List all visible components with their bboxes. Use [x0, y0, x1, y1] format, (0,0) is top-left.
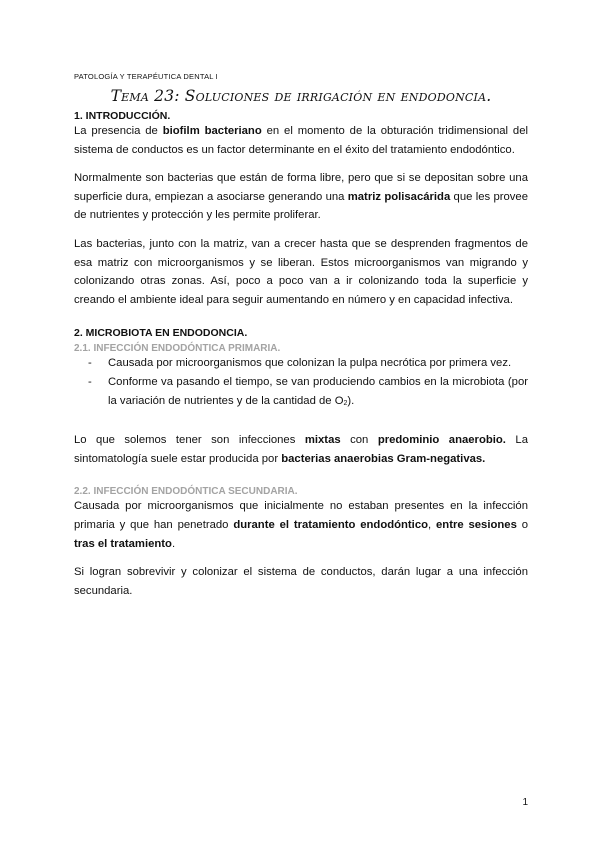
page-title: Tema 23: Soluciones de irrigación en endodoncia.: [110, 87, 492, 105]
dash-bullet: -: [88, 357, 92, 370]
document-page: [74, 72, 528, 600]
page-number: 1: [522, 797, 528, 808]
list-item: - Causada por microorganismos que colonizan la pulpa necrótica por primera vez.: [74, 354, 528, 373]
section-heading-introduccion: 1. INTRODUCCIÓN.: [74, 110, 171, 122]
paragraph-secundaria: Causada por microorganismos que inicialmente no estaban presentes en la infección primaria y que han penetrado durante el tratamiento endodóntico, entre sesiones o tras el tratamiento.: [74, 500, 528, 550]
paragraph-infecciones-mixtas: Lo que solemos tener son infecciones mixtas con predominio anaerobio. La sintomatología suele estar producida por bacterias anaerobias Gram-negativas.: [74, 434, 528, 465]
subsection-heading-primaria: 2.1. INFECCIÓN ENDODÓNTICA PRIMARIA.: [74, 343, 281, 355]
dash-bullet: -: [88, 375, 92, 388]
bullet-list-primaria: [74, 354, 528, 413]
section-heading-microbiota: 2. MICROBIOTA EN ENDODONCIA.: [74, 327, 248, 340]
paragraph-sobrevivir: Si logran sobrevivir y colonizar el sistema de conductos, darán lugar a una infección secundaria.: [74, 566, 528, 597]
course-header: PATOLOGÍA Y TERAPÉUTICA DENTAL I: [74, 72, 218, 81]
paragraph-colonizacion: Las bacterias, junto con la matriz, van a crecer hasta que se desprenden fragmentos de esa matriz con microorganismos y se liberan. Estos microorganismos van migrando y colonizando otras zonas. Así, poco a poco van a ir colonizando toda la superficie y creando el ambiente ideal para seguir aumentando en número y en capacidad infectiva.: [74, 237, 528, 306]
subsection-heading-secundaria: 2.2. INFECCIÓN ENDODÓNTICA SECUNDARIA.: [74, 486, 298, 498]
paragraph-biofilm: La presencia de biofilm bacteriano en el momento de la obturación tridimensional del sistema de conductos es un factor determinante en el éxito del tratamiento endodóntico.: [74, 125, 529, 156]
list-item: - Conforme va pasando el tiempo, se van produciendo cambios en la microbiota (por la variación de nutrientes y de la cantidad de O2).: [74, 373, 528, 413]
paragraph-matriz: Normalmente son bacterias que están de forma libre, pero que si se depositan sobre una superficie dura, empiezan a asociarse generando una matriz polisacárida que les provee de nutrientes y protección y les permite proliferar.: [74, 172, 528, 222]
